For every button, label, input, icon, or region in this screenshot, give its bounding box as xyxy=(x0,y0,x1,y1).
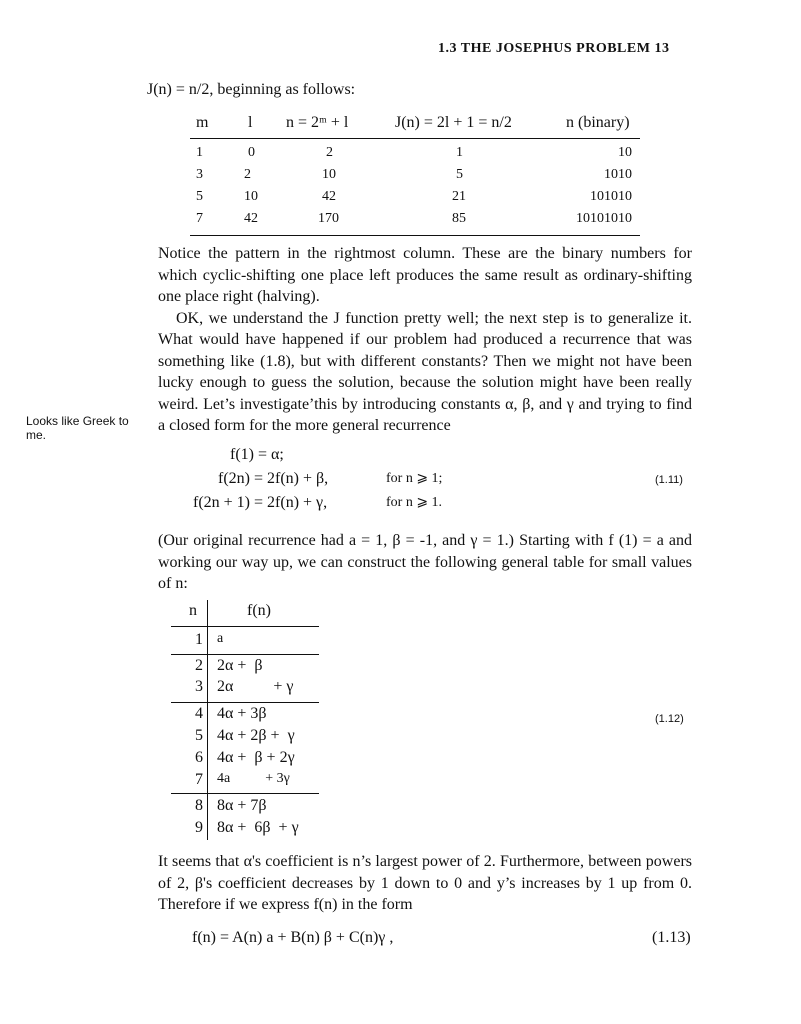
cell-binary: 10 xyxy=(618,145,632,160)
intro-line: J(n) = n/2, beginning as follows: xyxy=(147,81,356,98)
paragraph: OK, we understand the J function pretty well; the next step is to generalize it. What would have happened if our problem had produced a recurrence that was something like (1.8), but with different constants? Then we might not have been lucky enough to guess the solution, because the solution might have been really weird. Let’s investigate’this by introducing constants α, β, and γ and trying to find a closed form for the more general recurrence xyxy=(158,309,692,434)
cell-jn: 21 xyxy=(452,189,466,204)
cell-n: 2 xyxy=(326,145,333,160)
cell-n: 2 xyxy=(195,657,203,674)
cell-jn: 1 xyxy=(456,145,463,160)
margin-note: Looks like Greek to me. xyxy=(26,414,129,442)
table-row xyxy=(190,187,640,209)
running-header: 1.3 THE JOSEPHUS PROBLEM 13 xyxy=(438,41,670,56)
paragraph: Notice the pattern in the rightmost column. These are the binary numbers for which cyclic-shifting one place left produces the same result as ordinary-shifting one place right (halving). xyxy=(158,245,692,305)
binary-pattern-table xyxy=(190,110,640,236)
col-header-binary: n (binary) xyxy=(566,114,630,131)
equation-condition: for n ⩾ 1. xyxy=(386,495,443,510)
cell-m: 1 xyxy=(196,145,203,160)
final-equation: f(n) = A(n) a + B(n) β + C(n)γ , xyxy=(192,929,394,946)
cell-n: 10 xyxy=(322,167,336,182)
table-rule xyxy=(171,793,319,794)
cell-binary: 1010 xyxy=(604,167,632,182)
body-text-1 xyxy=(158,243,692,437)
cell-n: 7 xyxy=(195,771,203,788)
cell-n: 9 xyxy=(195,819,203,836)
equation-number: (1.11) xyxy=(655,474,683,486)
cell-f: 8α + 7β xyxy=(217,797,267,814)
table-rule xyxy=(171,702,319,703)
table-divider xyxy=(207,600,208,840)
cell-n: 6 xyxy=(195,749,203,766)
cell-l: 0 xyxy=(248,145,255,160)
table-rule xyxy=(171,654,319,655)
cell-m: 7 xyxy=(196,211,203,226)
table-row xyxy=(190,209,640,231)
cell-f: a xyxy=(217,631,224,646)
table-row xyxy=(190,143,640,165)
cell-n: 1 xyxy=(195,631,203,648)
cell-l: 2 xyxy=(244,167,251,182)
col-header-l: l xyxy=(248,114,253,131)
cell-f: 2α + γ xyxy=(217,678,294,695)
cell-m: 3 xyxy=(196,167,203,182)
equation-number: (1.12) xyxy=(655,713,684,725)
paragraph: (Our original recurrence had a = 1, β = -1, and γ = 1.) Starting with f (1) = a and working our way up, we can construct the following general table for small values of n: xyxy=(158,532,692,592)
equation-line: f(1) = α; xyxy=(230,446,284,463)
cell-f: 2α + β xyxy=(217,657,263,674)
col-header-n: n = 2ᵐ + l xyxy=(286,114,349,131)
cell-binary: 10101010 xyxy=(576,211,632,226)
cell-n: 42 xyxy=(322,189,336,204)
cell-f: 4α + β + 2γ xyxy=(217,749,295,766)
equation-line: f(2n + 1) = 2f(n) + γ, xyxy=(193,494,328,511)
cell-m: 5 xyxy=(196,189,203,204)
equation-number: (1.13) xyxy=(652,929,691,946)
cell-n: 5 xyxy=(195,727,203,744)
cell-f: 4α + 3β xyxy=(217,705,267,722)
cell-f: 8α + 6β + γ xyxy=(217,819,299,836)
table-rule xyxy=(171,626,319,627)
table-body xyxy=(190,139,640,236)
cell-n: 4 xyxy=(195,705,203,722)
paragraph: It seems that α's coefficient is n’s largest power of 2. Furthermore, between powers of 2, β's coefficient decreases by 1 down to 0 and y’s increases by 1 up from 0. Therefore if we express f(n) in the form xyxy=(158,853,692,913)
col-header-jn: J(n) = 2l + 1 = n/2 xyxy=(395,114,512,131)
table-header-row xyxy=(190,110,640,139)
cell-l: 42 xyxy=(244,211,258,226)
equation-condition: for n ⩾ 1; xyxy=(386,471,443,486)
cell-f: 4a + 3γ xyxy=(217,771,290,786)
equation-line: f(2n) = 2f(n) + β, xyxy=(218,470,329,487)
cell-jn: 85 xyxy=(452,211,466,226)
col-header-fn: f(n) xyxy=(247,602,271,619)
col-header-n: n xyxy=(189,602,197,619)
cell-jn: 5 xyxy=(456,167,463,182)
cell-n: 170 xyxy=(318,211,339,226)
cell-f: 4α + 2β + γ xyxy=(217,727,295,744)
cell-l: 10 xyxy=(244,189,258,204)
table-row xyxy=(190,165,640,187)
col-header-m: m xyxy=(196,114,209,131)
body-text-3 xyxy=(158,851,692,916)
body-text-2 xyxy=(158,530,692,595)
cell-binary: 101010 xyxy=(590,189,632,204)
cell-n: 3 xyxy=(195,678,203,695)
cell-n: 8 xyxy=(195,797,203,814)
